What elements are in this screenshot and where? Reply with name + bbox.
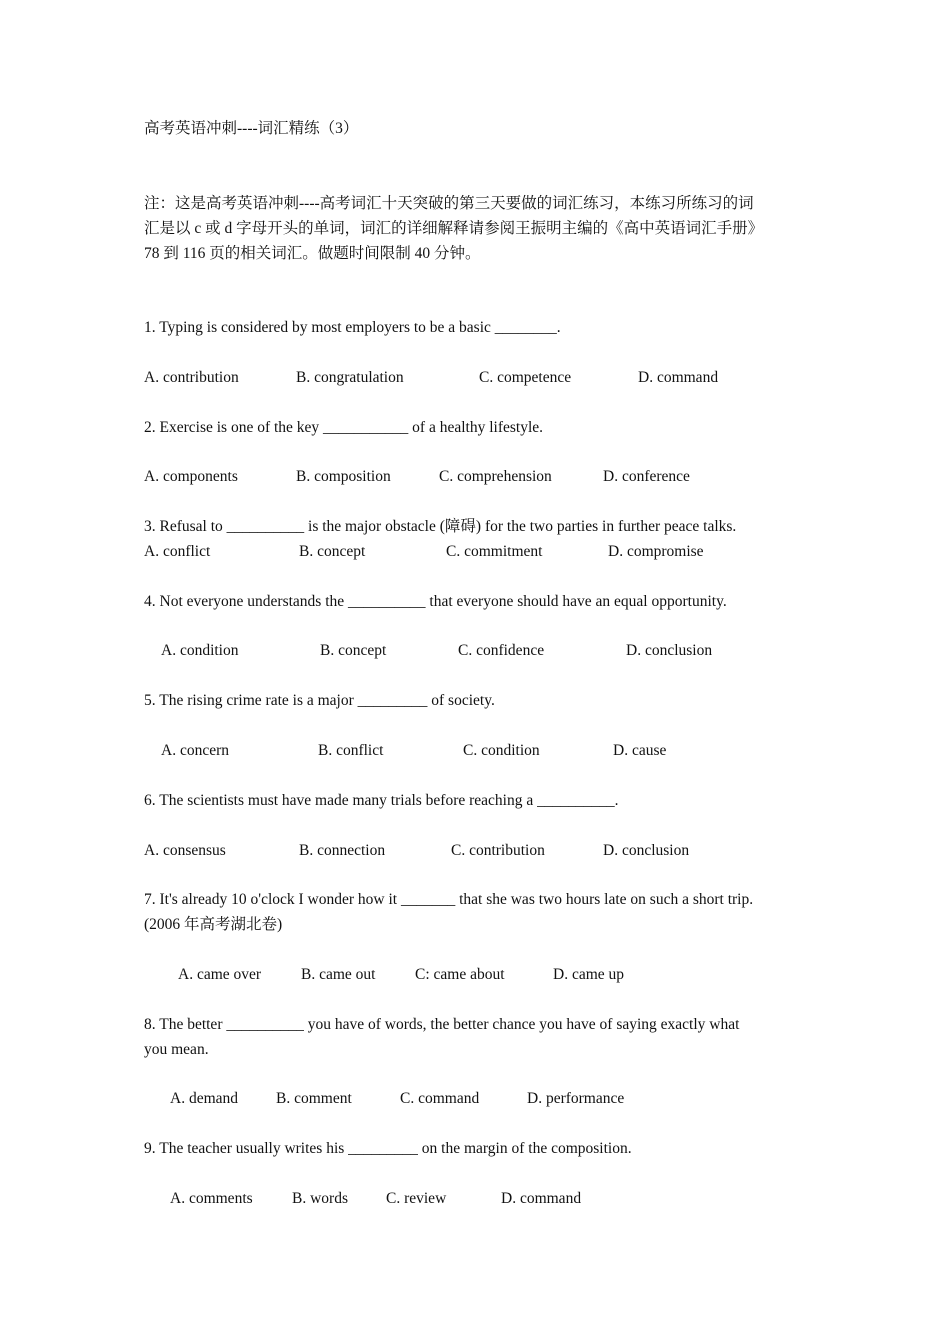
option-c: C: came about [415, 966, 505, 983]
option-c: C. condition [463, 742, 540, 759]
option-d: D. conclusion [603, 842, 690, 859]
note-line: 汇是以 c 或 d 字母开头的单词，词汇的详细解释请参阅王振明主编的《高中英语词汇手册》 [144, 220, 764, 237]
option-c: C. command [400, 1090, 480, 1107]
option-d: D. conference [603, 468, 690, 485]
option-a: A. contribution [144, 369, 239, 386]
option-d: D. came up [553, 966, 625, 983]
question-text: 4. Not everyone understands the __________ that everyone should have an equal opportunity. [144, 593, 727, 610]
option-c: C. competence [479, 369, 572, 386]
option-a: A. consensus [144, 842, 226, 859]
option-d: D. command [638, 369, 719, 386]
option-c: C. contribution [451, 842, 545, 859]
option-b: B. concept [320, 642, 387, 659]
note-line: 78 到 116 页的相关词汇。做题时间限制 40 分钟。 [144, 245, 481, 262]
option-a: A. components [144, 468, 238, 485]
question-text: 7. It's already 10 o'clock I wonder how it _______ that she was two hours late on such a short trip. [144, 891, 754, 908]
option-d: D. command [501, 1190, 582, 1207]
option-b: B. comment [276, 1090, 352, 1107]
option-b: B. composition [296, 468, 391, 485]
option-a: A. conflict [144, 543, 211, 560]
option-c: C. confidence [458, 642, 545, 659]
option-b: B. words [292, 1190, 348, 1207]
question-text: 8. The better __________ you have of words, the better chance you have of saying exactly what [144, 1016, 740, 1033]
note-line: 注：这是高考英语冲刺----高考词汇十天突破的第三天要做的词汇练习，本练习所练习的词 [144, 195, 754, 212]
option-d: D. compromise [608, 543, 704, 560]
question-text: 2. Exercise is one of the key ___________ of a healthy lifestyle. [144, 419, 544, 436]
option-a: A. demand [170, 1090, 239, 1107]
option-c: C. commitment [446, 543, 543, 560]
page-title: 高考英语冲刺----词汇精练（3） [144, 120, 359, 137]
option-b: B. conflict [318, 742, 384, 759]
option-b: B. congratulation [296, 369, 404, 386]
option-a: A. comments [170, 1190, 253, 1207]
option-c: C. review [386, 1190, 447, 1207]
option-a: A. came over [178, 966, 262, 983]
option-c: C. comprehension [439, 468, 552, 485]
option-d: D. performance [527, 1090, 625, 1107]
option-b: B. concept [299, 543, 366, 560]
option-d: D. conclusion [626, 642, 713, 659]
question-text: you mean. [144, 1041, 209, 1058]
option-b: B. came out [301, 966, 376, 983]
question-text: (2006 年高考湖北卷) [144, 916, 283, 933]
question-text: 9. The teacher usually writes his _________ on the margin of the composition. [144, 1140, 632, 1157]
option-b: B. connection [299, 842, 386, 859]
question-text: 6. The scientists must have made many trials before reaching a __________. [144, 792, 619, 809]
question-text: 5. The rising crime rate is a major _________ of society. [144, 692, 495, 709]
option-d: D. cause [613, 742, 667, 759]
option-a: A. condition [161, 642, 239, 659]
option-a: A. concern [161, 742, 229, 759]
question-text: 1. Typing is considered by most employers to be a basic ________. [144, 319, 561, 336]
question-text: 3. Refusal to __________ is the major obstacle (障碍) for the two parties in further peace talks. [144, 518, 737, 535]
